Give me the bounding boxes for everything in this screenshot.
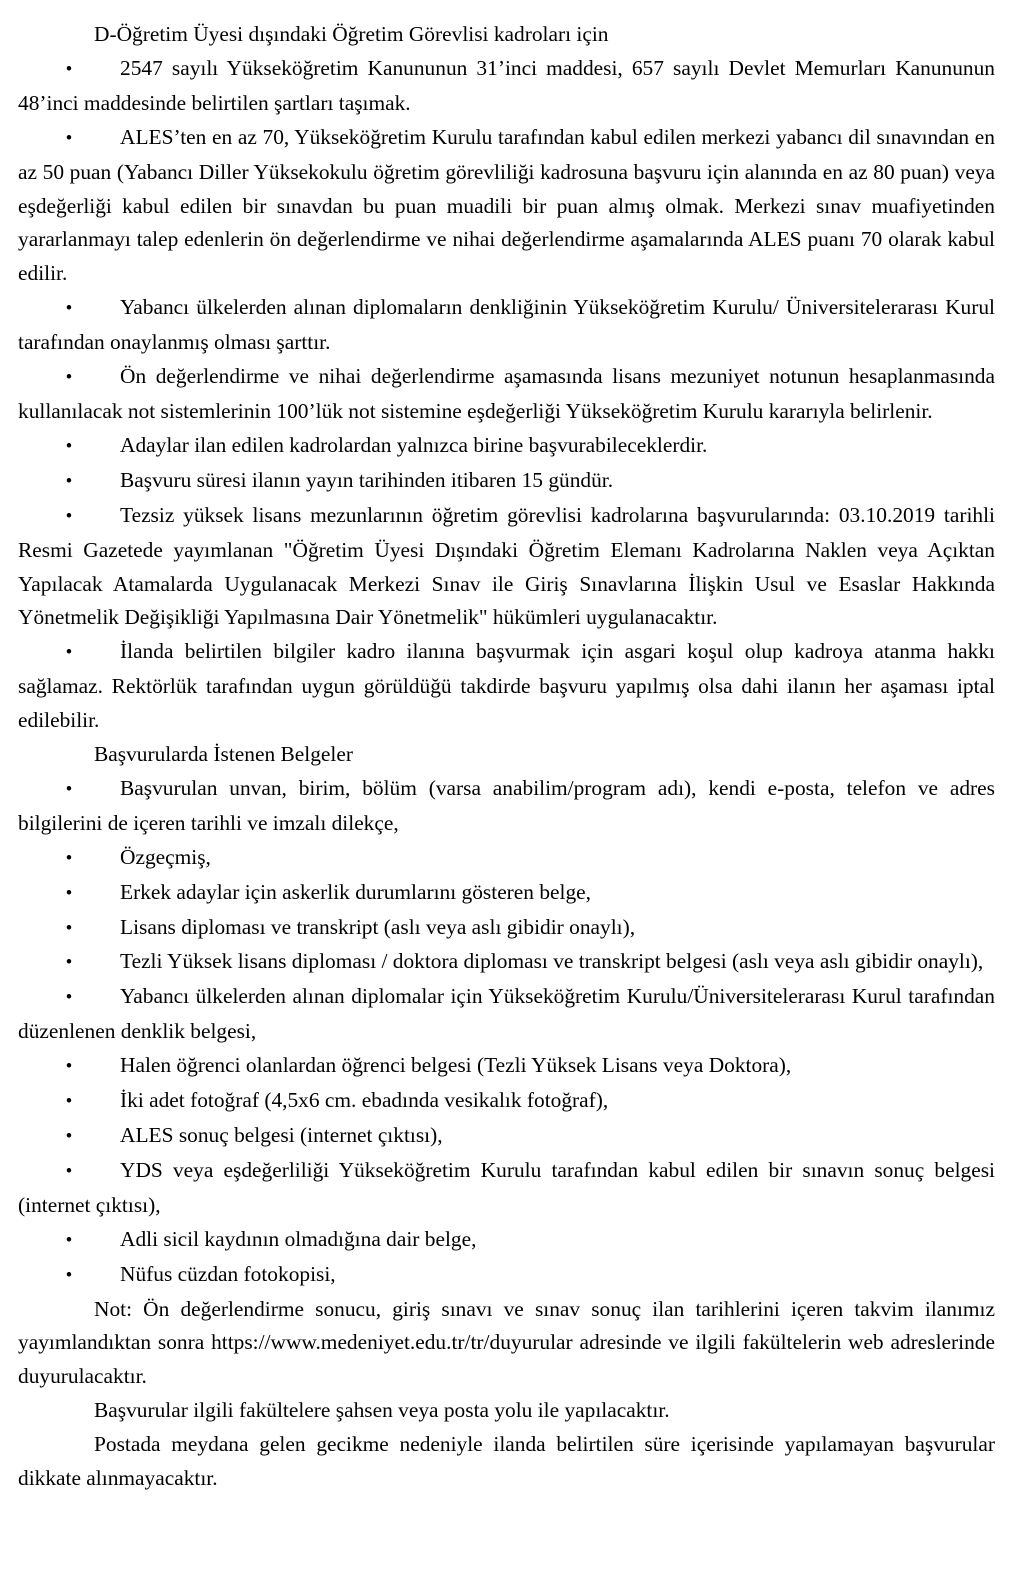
list-item xyxy=(18,1154,995,1223)
bullet-icon xyxy=(18,1223,120,1258)
list-item-text: Adaylar ilan edilen kadrolardan yalnızca birine başvurabileceklerdir. xyxy=(120,432,708,457)
list-item xyxy=(18,911,995,946)
paragraph xyxy=(18,1428,995,1496)
list-item-text: Ön değerlendirme ve nihai değerlendirme aşamasında lisans mezuniyet notunun hesaplanmasında kullanılacak not sistemlerinin 100’lük not sistemine eşdeğerliği Yükseköğretim Kurulu kararıyla belirlenir. xyxy=(18,364,995,423)
list-item xyxy=(18,1049,995,1084)
list-item-text: İlanda belirtilen bilgiler kadro ilanına başvurmak için asgari koşul olup kadroya atanma hakkı sağlamaz. Rektörlük tarafından uygun görüldüğü takdirde başvuru yapılmış olsa dahi ilanın her aşaması iptal edilebilir. xyxy=(18,639,995,733)
list-item-text: Yabancı ülkelerden alınan diplomalar için Yükseköğretim Kurulu/Üniversitelerarası Kurul tarafından düzenlenen denklik belgesi, xyxy=(18,984,995,1044)
document-body xyxy=(18,18,995,1496)
list-item-text: Adli sicil kaydının olmadığına dair belge, xyxy=(120,1226,477,1251)
bullet-icon xyxy=(18,1049,120,1084)
bullet-icon xyxy=(18,1154,120,1189)
list-item-text: Başvurulan unvan, birim, bölüm (varsa anabilim/program adı), kendi e-posta, telefon ve adres bilgilerini de içeren tarihli ve imzalı dilekçe, xyxy=(18,775,995,835)
paragraph xyxy=(18,18,995,52)
list-item-text: ALES sonuç belgesi (internet çıktısı), xyxy=(120,1123,443,1147)
bullet-icon xyxy=(18,291,120,326)
list-item-text: YDS veya eşdeğerliliği Yükseköğretim Kurulu tarafından kabul edilen bir sınavın sonuç belgesi (internet çıktısı), xyxy=(18,1157,995,1217)
bullet-icon xyxy=(18,464,120,499)
paragraph-text: Not: Ön değerlendirme sonucu, giriş sınavı ve sınav sonuç ilan tarihlerini içeren takvim ilanımız yayımlandıktan sonra https://www.medeniyet.edu.tr/tr/duyurular adresinde ve ilgili fakültelerin web adreslerinde duyurulacaktır. xyxy=(18,1296,995,1389)
paragraph xyxy=(18,1394,995,1428)
bullet-icon xyxy=(18,1258,120,1293)
bullet-icon xyxy=(18,841,120,876)
list-item xyxy=(18,635,995,738)
bullet-icon xyxy=(18,121,120,156)
list-item xyxy=(18,52,995,121)
list-item-text: ALES’ten en az 70, Yükseköğretim Kurulu tarafından kabul edilen merkezi yabancı dil sınavından en az 50 puan (Yabancı Diller Yüksekokulu öğretim görevliliği kadrosuna başvuru için alanında en az 80 puan) veya eşdeğerliği kabul edilen bir sınavdan bu puan muadili bir puan almış olmak. Merkezi sınav muafiyetinden yararlanmayı talep edenlerin ön değerlendirme ve nihai değerlendirme aşamalarında ALES puanı 70 olarak kabul edilir. xyxy=(18,124,995,286)
list-item xyxy=(18,291,995,360)
list-item xyxy=(18,1119,995,1154)
bullet-icon xyxy=(18,980,120,1015)
paragraph-text: Postada meydana gelen gecikme nedeniyle ilanda belirtilen süre içerisinde yapılamayan başvurular dikkate alınmayacaktır. xyxy=(18,1432,995,1491)
bullet-icon xyxy=(18,635,120,670)
list-item xyxy=(18,464,995,499)
list-item-text: Tezsiz yüksek lisans mezunlarının öğretim görevlisi kadrolarına başvurularında: 03.10.2019 tarihli Resmi Gazetede yayımlanan "Öğretim Üyesi Dışındaki Öğretim Elemanı Kadrolarına Naklen veya Açıktan Yapılacak Atamalarda Uygulanacak Merkezi Sınav ile Giriş Sınavlarına İlişkin Usul ve Esaslar Hakkında Yönetmelik Değişikliği Yapılmasına Dair Yönetmelik" hükümleri uygulanacaktır. xyxy=(18,502,995,630)
bullet-icon xyxy=(18,360,120,395)
paragraph xyxy=(18,738,995,772)
list-item xyxy=(18,1223,995,1258)
list-item xyxy=(18,1258,995,1293)
bullet-icon xyxy=(18,52,120,87)
list-item xyxy=(18,429,995,464)
list-item xyxy=(18,876,995,911)
list-item-text: Özgeçmiş, xyxy=(120,844,211,869)
list-item xyxy=(18,121,995,292)
bullet-icon xyxy=(18,876,120,911)
list-item xyxy=(18,360,995,429)
list-item xyxy=(18,499,995,636)
paragraph-text: D-Öğretim Üyesi dışındaki Öğretim Görevlisi kadroları için xyxy=(94,22,609,46)
list-item xyxy=(18,841,995,876)
list-item-text: 2547 sayılı Yükseköğretim Kanununun 31’inci maddesi, 657 sayılı Devlet Memurları Kanununun 48’inci maddesinde belirtilen şartları taşımak. xyxy=(18,55,995,115)
list-item-text: Erkek adaylar için askerlik durumlarını gösteren belge, xyxy=(120,879,592,904)
list-item xyxy=(18,945,995,980)
list-item-text: Nüfus cüzdan fotokopisi, xyxy=(120,1261,336,1286)
bullet-icon xyxy=(18,911,120,946)
bullet-icon xyxy=(18,429,120,464)
bullet-icon xyxy=(18,499,120,534)
paragraph-text: Başvurularda İstenen Belgeler xyxy=(94,742,353,767)
bullet-icon xyxy=(18,1084,120,1119)
list-item-text: Halen öğrenci olanlardan öğrenci belgesi (Tezli Yüksek Lisans veya Doktora), xyxy=(120,1053,792,1078)
bullet-icon xyxy=(18,1119,120,1154)
bullet-icon xyxy=(18,945,120,980)
bullet-icon xyxy=(18,772,120,807)
list-item xyxy=(18,1084,995,1119)
paragraph xyxy=(18,1293,995,1395)
list-item-text: Lisans diploması ve transkript (aslı veya aslı gibidir onaylı), xyxy=(120,914,636,939)
list-item-text: Başvuru süresi ilanın yayın tarihinden itibaren 15 gündür. xyxy=(120,467,614,492)
list-item-text: Tezli Yüksek lisans diploması / doktora diploması ve transkript belgesi (aslı veya aslı gibidir onaylı), xyxy=(120,949,984,974)
list-item-text: İki adet fotoğraf (4,5x6 cm. ebadında vesikalık fotoğraf), xyxy=(120,1088,609,1113)
list-item xyxy=(18,980,995,1049)
list-item xyxy=(18,772,995,841)
paragraph-text: Başvurular ilgili fakültelere şahsen veya posta yolu ile yapılacaktır. xyxy=(94,1398,670,1423)
list-item-text: Yabancı ülkelerden alınan diplomaların denkliğinin Yükseköğretim Kurulu/ Üniversitelerarası Kurul tarafından onaylanmış olması şarttır. xyxy=(18,295,995,355)
